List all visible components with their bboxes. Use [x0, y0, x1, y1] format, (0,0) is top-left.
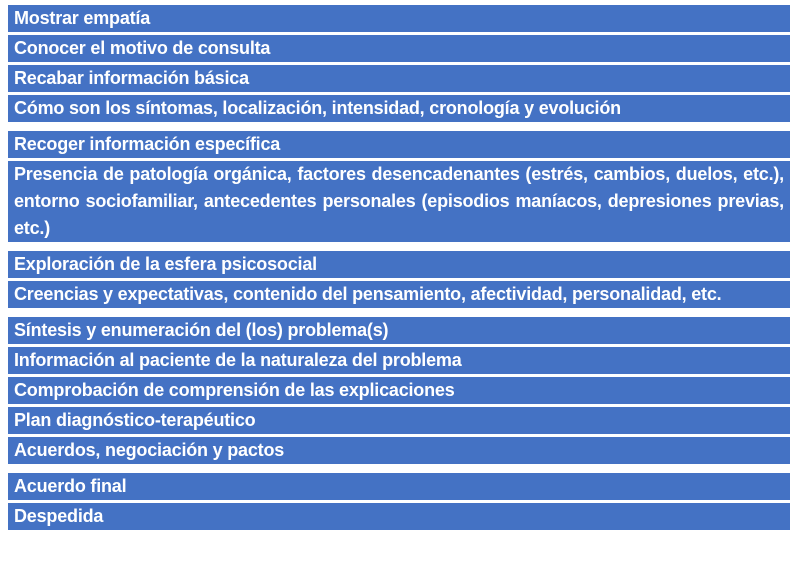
- consultation-phases-table: [8, 5, 790, 530]
- table-row: Acuerdos, negociación y pactos: [8, 437, 790, 464]
- table-row: Información al paciente de la naturaleza del problema: [8, 347, 790, 374]
- table-row: Síntesis y enumeración del (los) problema(s): [8, 317, 790, 344]
- table-row: Recoger información específica: [8, 131, 790, 158]
- table-row: Exploración de la esfera psicosocial: [8, 251, 790, 278]
- table-row: Comprobación de comprensión de las explicaciones: [8, 377, 790, 404]
- table-section: [8, 5, 790, 122]
- table-row: Despedida: [8, 503, 790, 530]
- table-row: Creencias y expectativas, contenido del pensamiento, afectividad, personalidad, etc.: [8, 281, 790, 308]
- table-row: Cómo son los síntomas, localización, intensidad, cronología y evolución: [8, 95, 790, 122]
- table-row: Acuerdo final: [8, 473, 790, 500]
- table-row: Presencia de patología orgánica, factores desencadenantes (estrés, cambios, duelos, etc.), entorno sociofamiliar, antecedentes personales (episodios maníacos, depresiones previas, etc.): [8, 161, 790, 242]
- table-section: [8, 317, 790, 464]
- table-section: [8, 251, 790, 308]
- table-row: Conocer el motivo de consulta: [8, 35, 790, 62]
- table-row: Plan diagnóstico-terapéutico: [8, 407, 790, 434]
- table-row: Recabar información básica: [8, 65, 790, 92]
- table-section: [8, 473, 790, 530]
- table-row: Mostrar empatía: [8, 5, 790, 32]
- table-section: [8, 131, 790, 242]
